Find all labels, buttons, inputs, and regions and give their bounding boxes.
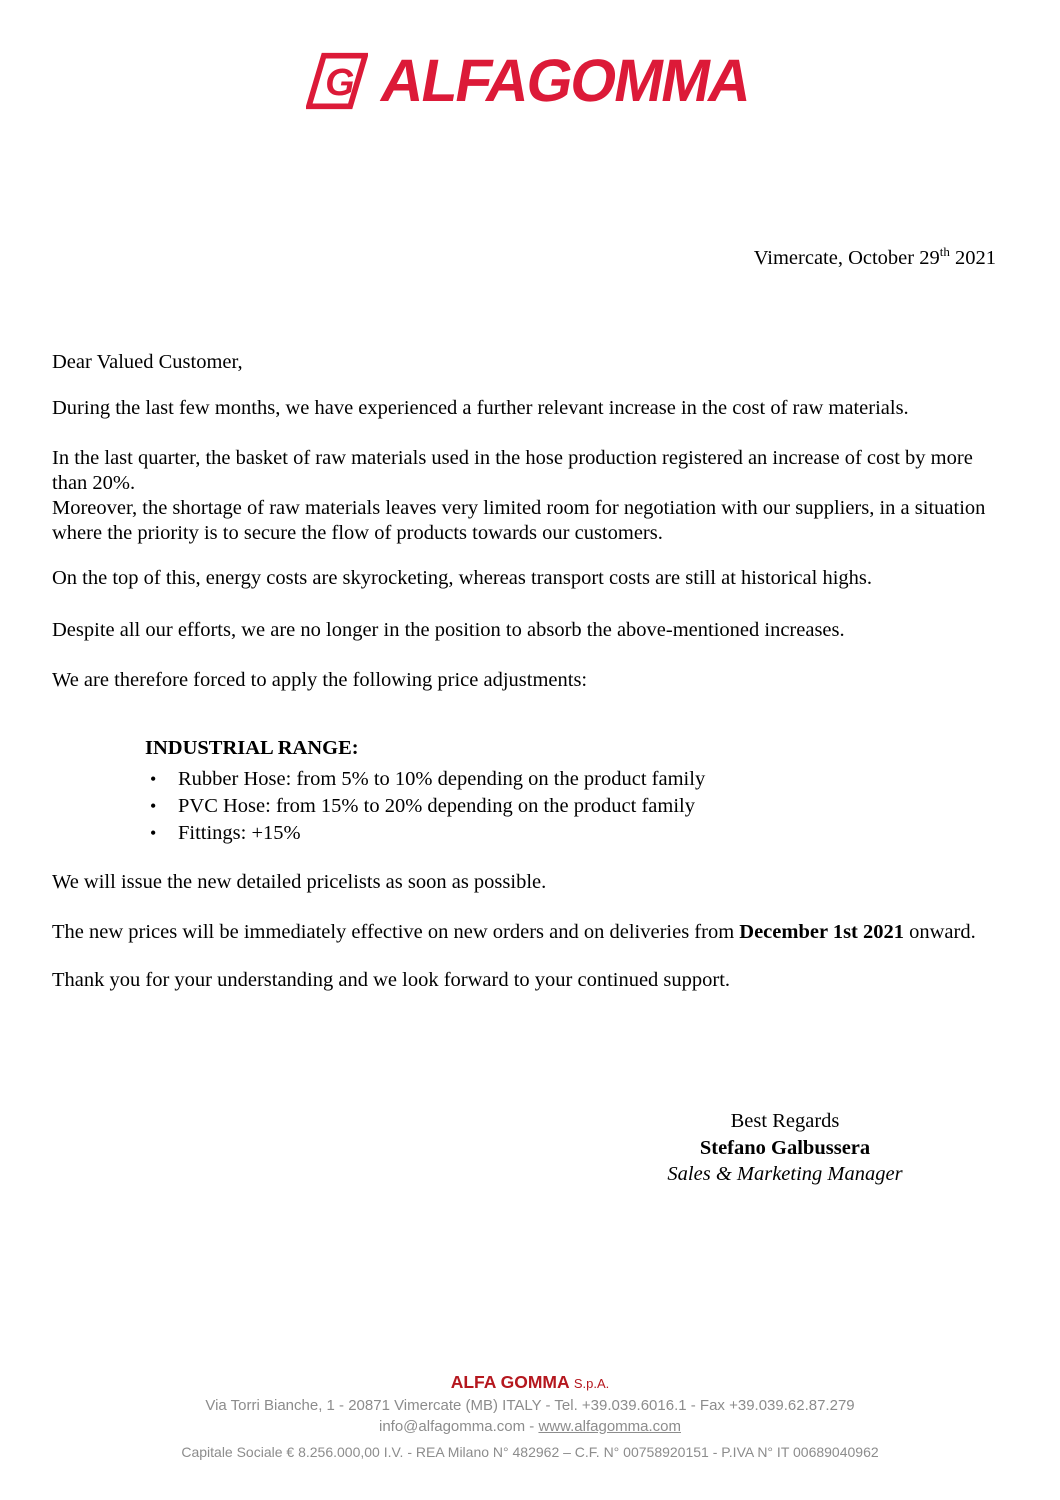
paragraph-price-adjustments-intro: We are therefore forced to apply the following price adjustments: <box>52 669 588 691</box>
industrial-range-heading: INDUSTRIAL RANGE: <box>145 737 359 759</box>
signature-name: Stefano Galbussera <box>699 1136 871 1159</box>
date-ordinal-suffix: th <box>939 244 950 260</box>
footer-company-line <box>0 1371 1060 1395</box>
paragraph-new-pricelists: We will issue the new detailed pricelists as soon as possible. <box>52 871 547 893</box>
paragraph-raw-materials-increase: During the last few months, we have experienced a further relevant increase in the cost of raw materials. <box>52 397 909 419</box>
date-line <box>754 246 996 271</box>
letter-body <box>52 346 1000 993</box>
bullet-icon: • <box>150 769 157 789</box>
bullet-icon: • <box>150 796 157 816</box>
footer-separator: - <box>525 1418 539 1435</box>
footer-contact-line <box>0 1416 1060 1437</box>
footer-company-name: ALFA GOMMA <box>450 1372 569 1392</box>
letterhead <box>0 47 1060 114</box>
paragraph-last-quarter: In the last quarter, the basket of raw materials used in the hose production registered an increase of cost by more than 20%. <box>52 447 973 494</box>
paragraph-shortage: Moreover, the shortage of raw materials leaves very limited room for negotiation with our suppliers, in a situation where the priority is to secure the flow of products towards our customers. <box>52 497 986 544</box>
bullet-icon: • <box>150 823 157 843</box>
salutation: Dear Valued Customer, <box>52 351 243 373</box>
price-adjustment-list <box>52 766 1000 847</box>
effective-date-text: The new prices will be immediately effective on new orders and on deliveries from <box>52 921 740 943</box>
signature-block <box>555 1108 1015 1188</box>
logo-mark-letter: G <box>325 61 355 104</box>
footer-company-suffix: S.p.A. <box>573 1376 610 1391</box>
footer-registration-line: Capitale Sociale € 8.256.000,00 I.V. - REA Milano N° 482962 – C.F. N° 00758920151 - P.IVA N° IT 00689040962 <box>181 1444 879 1460</box>
letter-footer <box>0 1371 1060 1462</box>
paragraph-thank-you: Thank you for your understanding and we look forward to your continued support. <box>52 969 731 991</box>
logo-brand-text: ALFAGOMMA <box>376 47 756 114</box>
alfagomma-g-icon <box>306 50 368 112</box>
list-item-pvc-hose <box>52 793 1000 820</box>
footer-website-link[interactable]: www.alfagomma.com <box>538 1418 681 1435</box>
signature-title: Sales & Marketing Manager <box>667 1163 903 1185</box>
list-item-text: PVC Hose: from 15% to 20% depending on the product family <box>178 795 695 817</box>
list-item-rubber-hose <box>52 766 1000 793</box>
effective-date-bold: December 1st 2021 <box>739 921 904 943</box>
list-item-text: Fittings: +15% <box>178 822 301 844</box>
date-year: 2021 <box>949 247 996 269</box>
paragraph-despite-efforts: Despite all our efforts, we are no longer in the position to absorb the above-mentioned increases. <box>52 619 845 641</box>
footer-address-line: Via Torri Bianche, 1 - 20871 Vimercate (MB) ITALY - Tel. +39.039.6016.1 - Fax +39.039.62.87.279 <box>205 1397 855 1414</box>
date-city-and-day: Vimercate, October 29 <box>753 247 940 269</box>
paragraph-energy-costs: On the top of this, energy costs are skyrocketing, whereas transport costs are still at historical highs. <box>52 567 872 589</box>
footer-email: info@alfagomma.com <box>378 1418 526 1435</box>
alfagomma-logo <box>306 47 756 114</box>
list-item-fittings <box>52 820 1000 847</box>
signature-closing: Best Regards <box>730 1110 840 1132</box>
effective-date-tail: onward. <box>904 921 976 943</box>
paragraph-effective-date <box>52 920 1000 945</box>
list-item-text: Rubber Hose: from 5% to 10% depending on the product family <box>178 768 706 790</box>
